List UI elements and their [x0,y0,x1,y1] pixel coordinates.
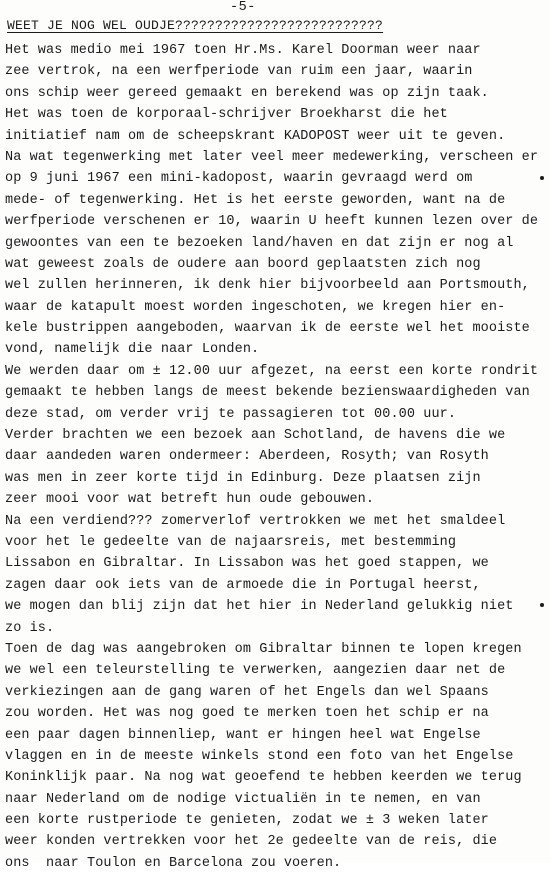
text-line: we wel een teleurstelling te verwerken, aangezien daar net de [5,663,506,679]
text-line: Lissabon en Gibraltar. In Lissabon was het goed stappen, we [5,556,489,572]
text-line: een korte rustperiode te genieten, zodat we ± 3 weken later [5,813,489,829]
text-line: ons naar Toulon en Barcelona zou voeren. [5,855,342,871]
text-line: We werden daar om ± 12.00 uur afgezet, na eerst een korte rondrit [5,363,539,379]
text-line: Verder brachten we een bezoek aan Schotland, de havens die we [5,428,506,444]
text-line: voor het le gedeelte van de najaarsreis, met bestemming [5,534,457,550]
text-line: naar Nederland om de nodige victualiën in te nemen, en van [5,791,481,807]
article-heading: WEET JE NOG WEL OUDJE?????????????????????????? [7,18,384,33]
page-number: -5- [230,0,256,15]
text-line: zo is. [5,620,55,636]
text-line: deze stad, om verder vrij te passagieren tot 00.00 uur. [5,406,457,422]
text-line: werfperiode verschenen er 10, waarin U heeft kunnen lezen over de [5,214,539,230]
article-body [5,40,545,874]
text-line: weer konden vertrekken voor het 2e gedeelte van de reis, die [5,834,498,850]
text-line: mede- of tegenwerking. Het is het eerste geworden, want na de [5,192,506,208]
text-line: zeer mooi voor wat betreft hun oude gebouwen. [5,492,375,508]
text-line: Toen de dag was aangebroken om Gibraltar binnen te lopen kregen [5,641,522,657]
text-line: kele bustrippen aangeboden, waarvan ik de eerste wel het mooiste [5,321,530,337]
margin-dot [540,176,544,180]
text-line: wel zullen herinneren, ik denk hier bijvoorbeeld aan Portsmouth, [5,278,530,294]
text-line: was men in zeer korte tijd in Edinburg. Deze plaatsen zijn [5,470,481,486]
text-line: op 9 juni 1967 een mini-kadopost, waarin gevraagd werd om [5,171,473,187]
text-line: gemaakt te hebben langs de meest bekende bezienswaardigheden van [5,385,530,401]
text-line: verkiezingen aan de gang waren of het Engels dan wel Spaans [5,684,489,700]
text-line: Na wat tegenwerking met later veel meer medewerking, verscheen er [5,149,539,165]
text-line: zou worden. Het was nog goed te merken toen het schip er na [5,706,489,722]
text-line: wat geweest zoals de oudere aan boord geplaatsten zich nog [5,256,481,272]
margin-dot [540,603,544,607]
text-line: vond, namelijk die naar Londen. [5,342,260,358]
text-line: vlaggen en in de meeste winkels stond een foto van het Engelse [5,748,514,764]
text-line: zagen daar ook iets van de armoede die in Portugal heerst, [5,577,481,593]
text-line: Na een verdiend??? zomerverlof vertrokken we met het smaldeel [5,513,506,529]
text-line: een paar dagen binnenliep, want er hingen heel wat Engelse [5,727,481,743]
text-line: Het was toen de korporaal-schrijver Broekharst die het [5,107,448,123]
text-line: daar aandeden waren ondermeer: Aberdeen, Rosyth; van Rosyth [5,449,489,465]
text-line: we mogen dan blij zijn dat het hier in Nederland gelukkig niet [5,599,514,615]
text-line: ons schip weer gereed gemaakt en berekend was op zijn taak. [5,85,489,101]
text-line: Koninklijk paar. Na nog wat geoefend te hebben keerden we terug [5,770,522,786]
text-line: gewoontes van een te bezoeken land/haven en dat zijn er nog al [5,235,514,251]
text-line: Het was medio mei 1967 toen Hr.Ms. Karel Doorman weer naar [5,43,481,58]
text-line: waar de katapult moest worden ingeschoten, we kregen hier en- [5,299,506,315]
text-line: zee vertrok, na een werfperiode van ruim een jaar, waarin [5,64,473,80]
text-line: initiatief nam om de scheepskrant KADOPOST weer uit te geven. [5,128,506,144]
